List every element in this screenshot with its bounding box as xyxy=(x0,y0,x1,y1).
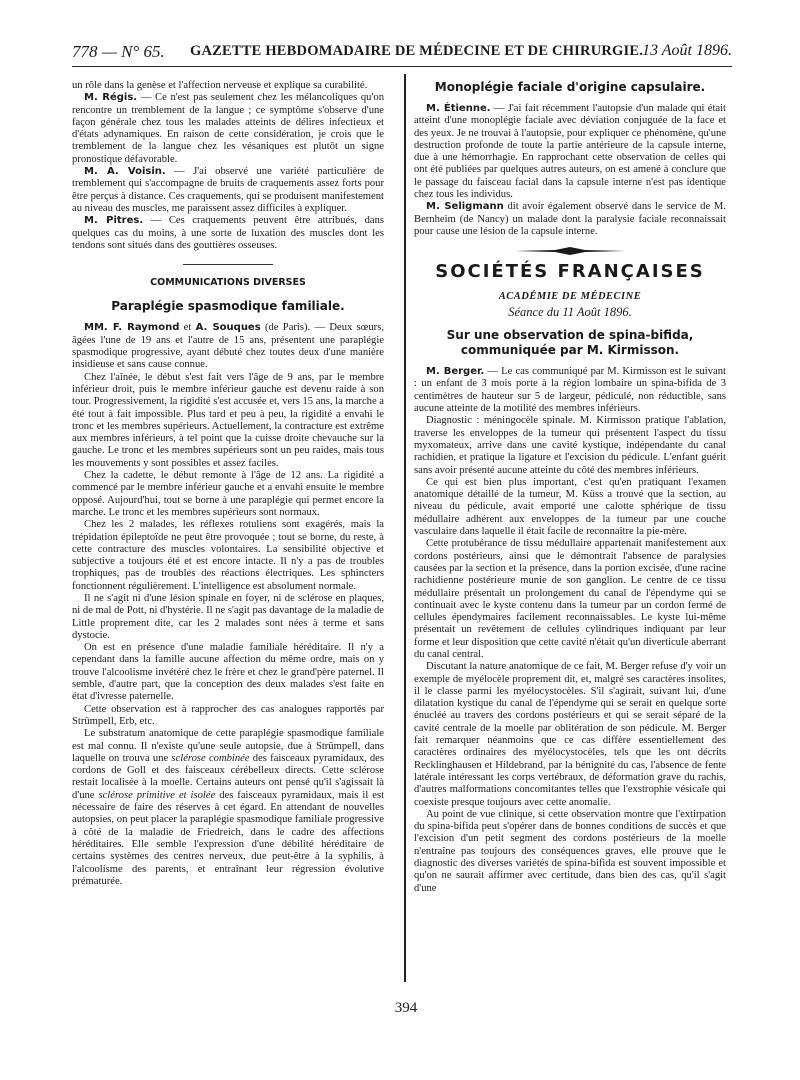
speaker: MM. F. Raymond xyxy=(84,322,180,334)
separator-rule xyxy=(183,264,273,265)
column-divider xyxy=(404,74,406,982)
paragraph: Ce qui est bien plus important, c'est qu'en pratiquant l'examen anatomique détaillé de la tumeur, M. Küss a trouvé que la section, au niveau du pédicule, avait emporté une calotte sphérique de tissu médullaire adhérent aux enveloppes de la tumeur par une couche vasculaire dans laquelle il était facile de reconnaître la pie-mère. xyxy=(414,476,726,538)
paragraph: Il ne s'agit ni d'une lésion spinale en foyer, ni de sclérose en plaques, ni de mal de Pott, ni d'hystérie. Il ne s'agit pas davantage de la maladie de Little proprement dite, car les 2 malades sont nées à terme et sans dystocie. xyxy=(72,592,384,641)
speaker: A. Souques xyxy=(195,322,261,334)
paragraph: Cette observation est à rapprocher des cas analogues rapportés par Strümpell, Erb, etc. xyxy=(72,703,384,727)
paragraph: Au point de vue clinique, si cette observation montre que l'extirpation du spina-bifida peut s'opérer dans de bonnes conditions de succès et que l'excision d'un petit segment des cordons postérieurs de la moelle n'entraîne pas toujours des conséquences graves, elle prouve que le diagnostic des diverses variétés de spina-bifida est souvent impossible et qu'on ne saurait affirmer avec certitude, dans bien des cas, qu'il s'agit d'une xyxy=(414,808,726,894)
academy-heading: ACADÉMIE DE MÉDECINE xyxy=(498,290,642,302)
session-date: Séance du 11 Août 1896. xyxy=(508,304,632,319)
paragraph: M. Berger. — Le cas communiqué par M. Kirmisson est le suivant : un enfant de 3 mois porte à la région lombaire un spina-bifida de 3 centimètres de hauteur sur 5 de largeur, pédiculé, non réductible, sans aucune atteinte de la motilité des membres inférieurs. xyxy=(414,366,726,415)
paragraph: Chez la cadette, le début remonte à l'âge de 12 ans. La rigidité a commencé par le membre inférieur gauche et a envahi ensuite le membre opposé. Aujourd'hui, tout se borne à une paraplégie qui permet encore la marche. Le tronc et les membres supérieurs sont normaux. xyxy=(72,470,384,518)
section-heading: SOCIÉTÉS FRANÇAISES xyxy=(435,261,705,283)
ornament-rule xyxy=(515,246,625,256)
paragraph: M. Régis. — Ce n'est pas seulement chez les mélancoliques qu'on rencontre un tremblement de la langue ; ce symptôme s'observe d'une façon générale chez tous les malades atteints de délires infectieux et d'états adynamiques. En raison de cette considération, je crois que le tremblement de la langue chez les vésaniques est plutôt un signe pronostique défavorable. xyxy=(72,92,384,165)
paragraph: Diagnostic : méningocèle spinale. M. Kirmisson pratique l'ablation, traverse les enveloppes de la tumeur qui présentent l'aspect du tissu myxomateux, arrive dans une cavité kystique, indépendante du canal rachidien, et pratique la ligature et l'excision du pédicule. L'enfant guérit sans avoir présenté aucune atteinte du côté des membres inférieurs. xyxy=(414,415,726,476)
speaker: M. Seligmann xyxy=(426,201,504,213)
paragraph: Chez l'aînée, le début s'est fait vers l'âge de 9 ans, par le membre inférieur droit, puis le membre inférieur gauche est devenu raide à son tour. Progressivement, la rigidité s'est accusée et, vers 15 ans, la marche a été tout à fait impossible. Plus tard et peu à peu, la rigidité a envahi le tronc et les membres supérieurs. Actuellement, la contracture est extrême aux membres inférieurs, à tel point que la cuisse droite chevauche sur la gauche. Le tronc et les membres supérieurs sont un peu raides, mais tous les mouvements y sont possibles et assez faciles. xyxy=(72,371,384,469)
paragraph: On est en présence d'une maladie familiale héréditaire. Il n'y a cependant dans la famille aucune affection du même ordre, mais on y trouve l'alcoolisme invétéré chez le frère et chez le grand'père paternel. Il semble, d'autre part, que la conception des deux malades s'est faite en état d'ivresse paternelle. xyxy=(72,642,384,703)
right-column xyxy=(414,80,726,895)
article-title: Monoplégie faciale d'origine capsulaire. xyxy=(434,80,706,94)
speaker: M. A. Voisin. xyxy=(84,166,166,178)
article-title: Sur une observation de spina-bifida, communiquée par M. Kirmisson. xyxy=(446,328,694,358)
header-page-number: 778 — N° 65. xyxy=(72,42,165,61)
speaker: M. Berger. xyxy=(426,366,485,378)
paragraph: Le substratum anatomique de cette paraplégie spasmodique familiale est mal connu. Il n'existe qu'une seule autopsie, due à Strümpell, dans laquelle on trouva une sclérose combinée des faisceaux pyramidaux, des cordons de Goll et des faisceaux cérébelleux directs. Cette sclérose restait localisée à la moelle. Certains auteurs ont pensé qu'il s'agissait là d'une sclérose primitive et isolée des faisceaux pyramidaux, mais il est nécessaire de faire des réserves à cet égard. En attendant de nouvelles autopsies, on peut placer la paraplégie spasmodique familiale progressive à côté de la maladie de Friedreich, dans le cadre des affections héréditaires. Elle semble l'expression d'une débilité héréditaire de certains systèmes des centres nerveux, due peut-être à la syphilis, à l'alcoolisme des parents, et entraînant leur régression évolutive prématurée. xyxy=(72,728,385,887)
paragraph: Discutant la nature anatomique de ce fait, M. Berger refuse d'y voir un exemple de myélocèle proprement dit, et, malgré ses caractères insolites, il le classe parmi les myélocystocèles. S'il s'agirait, suivant lui, d'une dilatation kystique du canal de l'épendyme qui se serait en quelque sorte énucléé au travers des cordons postérieurs et qui se serait séparé de la cavité centrale de la moelle par oblitération de son pédicule. M. Berger fait remarquer néanmoins que ce cas diffère essentiellement des caractères ordinaires des myélocystocèles, tels que les ont décrits Recklinghausen et Hildebrand, par la bénignité du cas, l'absence de fente latérale intéressant les corps vertébraux, de déformation grave du rachis, d'autres malformations concomitantes telles que l'exstrophie vésicale qui coexiste presque toujours avec cette anomalie. xyxy=(414,661,726,808)
page-header xyxy=(72,40,732,67)
paragraph: M. Seligmann dit avoir également observé dans le service de M. Bernheim (de Nancy) un malade dont la paralysie faciale reconnaissait pour cause une lésion de la capsule interne. xyxy=(414,201,726,237)
header-date: 13 Août 1896. xyxy=(642,42,732,59)
speaker: M. Régis. xyxy=(84,92,138,104)
article-title: Paraplégie spasmodique familiale. xyxy=(111,299,345,314)
paragraph: M. Étienne. — J'ai fait récemment l'autopsie d'un malade qui était atteint d'une monoplégie faciale avec déviation conjuguée de la face et des yeux. Je ne trouvai à l'autopsie, pour expliquer ce phénomène, qu'une destruction profonde de toute la partie antérieure de la capsule interne, due à une hémorrhagie. En rapprochant cette observation de celles qui ont été publiées par quelques autres auteurs, on est amené à conclure que le passage du faisceau facial dans la capsule interne n'est pas identique chez tous les individus. xyxy=(414,103,727,201)
speaker: M. Pitres. xyxy=(84,215,144,227)
paragraph: MM. F. Raymond et A. Souques (de Paris). — Deux sœurs, âgées l'une de 19 ans et l'autre de 15 ans, présentent une paraplégie spasmodique progressive, ayant débuté chez toutes deux d'une manière insidieuse et sans cause connue. xyxy=(72,322,384,371)
header-title: GAZETTE HEBDOMADAIRE DE MÉDECINE ET DE CHIRURGIE. xyxy=(190,43,644,59)
paragraph: Cette protubérance de tissu médullaire appartenait manifestement aux cordons postérieurs, ainsi que le démontrait l'absence de paralysies causées par la section et la présence, dans la portion excisée, d'une racine rachidienne postérieure munie de son ganglion. Le centre de ce tissu médullaire présentait un prolongement du canal de l'épendyme qui se continuait avec le kyste contenu dans la tumeur par un cordon fermé de cellules épendymaires facilement reconnaissables. Le kyste lui-même présentait un revêtement de cellules cylindriques indiquant par leur forme et leur disposition que cette cavité n'était qu'un diverticule aberrant du canal central. xyxy=(414,538,726,660)
paragraph: Chez les 2 malades, les réflexes rotuliens sont exagérés, mais la trépidation épileptoïde ne peut être provoquée ; tout se borne, du reste, à cette contracture des muscles volontaires. La sensibilité objective et subjective a toujours été et est encore intacte. Il n'y a pas de troubles trophiques, pas de troubles des réactions électriques. Les sphincters fonctionnent régulièrement. L'intelligence est absolument normale. xyxy=(72,519,384,592)
section-heading: COMMUNICATIONS DIVERSES xyxy=(150,277,306,289)
page-footer-number: 394 xyxy=(394,1000,418,1016)
speaker: M. Étienne. xyxy=(426,103,491,114)
paragraph: M. A. Voisin. — J'ai observé une variété particulière de tremblement qui s'accompagne de bruits de craquements assez forts pour être perçus à distance. Ces craquements, qui se produisent manifestement au niveau des muscles, me paraissent assez difficiles à expliquer. xyxy=(72,166,384,214)
left-column xyxy=(72,80,384,888)
paragraph: M. Pitres. — Ces craquements peuvent être attribués, dans quelques cas du moins, à une sorte de luxation des muscles dont les tendons sont situés dans des gouttières osseuses. xyxy=(72,215,384,251)
paragraph: un rôle dans la genèse et l'affection nerveuse et explique sa curabilité. xyxy=(72,80,368,91)
